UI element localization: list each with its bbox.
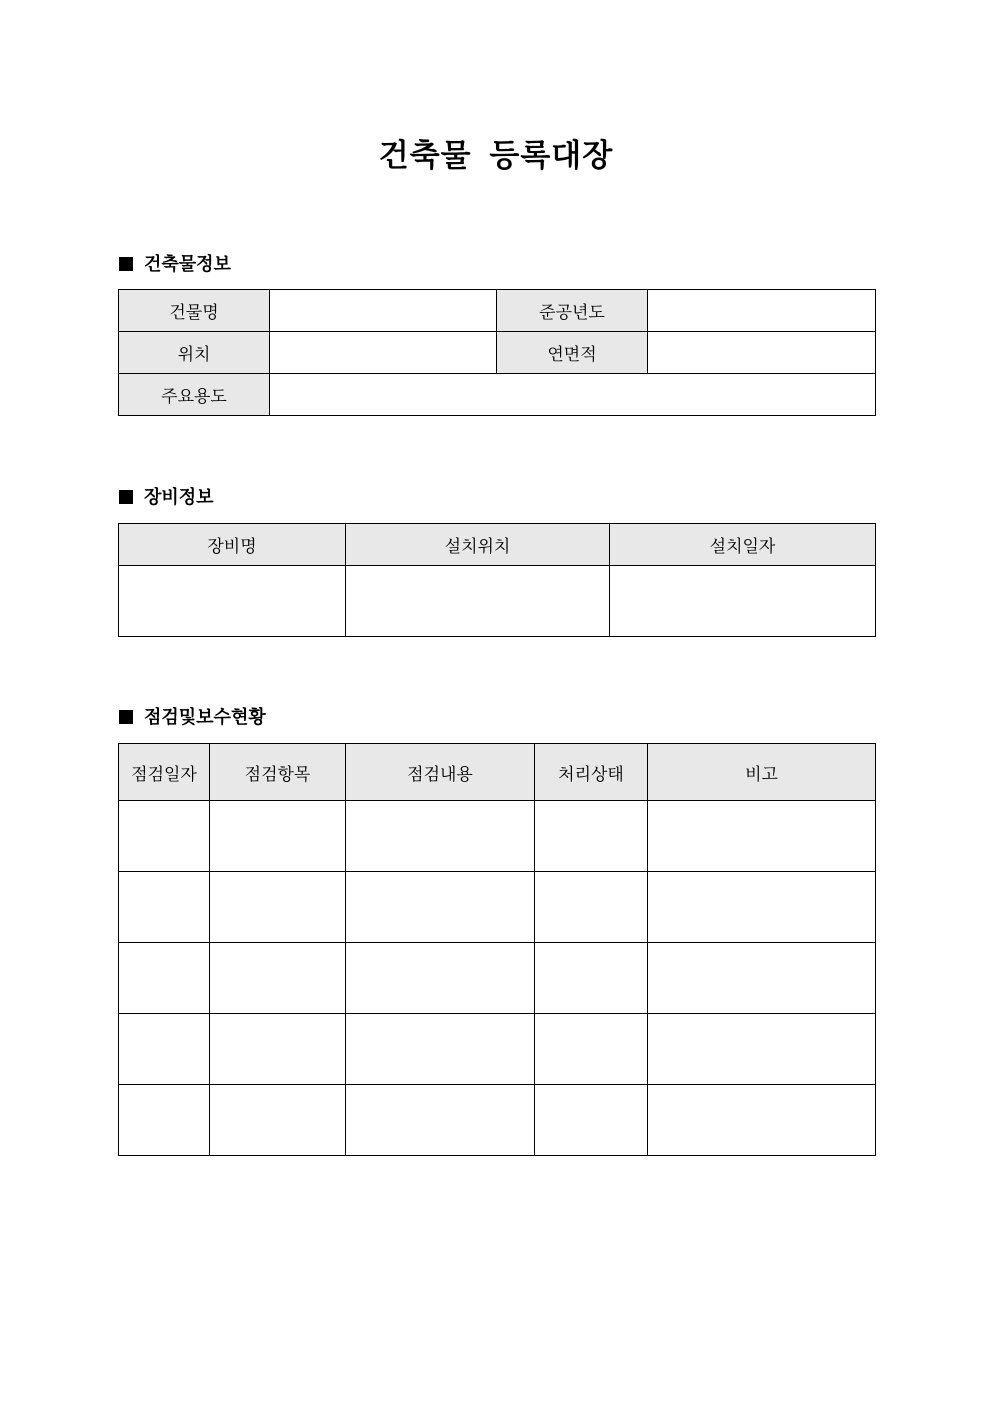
table-row <box>119 801 876 872</box>
square-bullet-icon <box>119 490 133 504</box>
column-header-install-location: 설치위치 <box>346 524 610 566</box>
inspection-item-cell[interactable] <box>210 801 346 872</box>
floor-area-field[interactable] <box>648 332 876 374</box>
inspection-details-cell[interactable] <box>346 1014 535 1085</box>
inspection-details-cell[interactable] <box>346 943 535 1014</box>
remarks-cell[interactable] <box>648 1085 876 1156</box>
equipment-info-table <box>118 523 876 637</box>
inspection-date-cell[interactable] <box>119 1014 210 1085</box>
remarks-cell[interactable] <box>648 1014 876 1085</box>
inspection-item-cell[interactable] <box>210 943 346 1014</box>
completion-year-field[interactable] <box>648 290 876 332</box>
column-header-install-date: 설치일자 <box>610 524 876 566</box>
table-row <box>119 374 876 416</box>
inspection-details-cell[interactable] <box>346 801 535 872</box>
equipment-name-cell[interactable] <box>119 566 346 637</box>
inspection-item-cell[interactable] <box>210 1014 346 1085</box>
document-title: 건축물 등록대장 <box>378 138 614 174</box>
table-row <box>119 332 876 374</box>
table-row <box>119 943 876 1014</box>
remarks-cell[interactable] <box>648 872 876 943</box>
column-header-process-status: 처리상태 <box>535 744 648 801</box>
building-info-heading <box>119 253 231 277</box>
inspection-heading <box>119 706 266 730</box>
install-location-cell[interactable] <box>346 566 610 637</box>
table-header-row <box>119 524 876 566</box>
process-status-cell[interactable] <box>535 1085 648 1156</box>
inspection-details-cell[interactable] <box>346 872 535 943</box>
install-date-cell[interactable] <box>610 566 876 637</box>
main-use-label: 주요용도 <box>119 374 270 416</box>
column-header-remarks: 비고 <box>648 744 876 801</box>
inspection-date-cell[interactable] <box>119 943 210 1014</box>
column-header-inspection-details: 점검내용 <box>346 744 535 801</box>
completion-year-label: 준공년도 <box>497 290 648 332</box>
column-header-inspection-item: 점검항목 <box>210 744 346 801</box>
location-label: 위치 <box>119 332 270 374</box>
inspection-date-cell[interactable] <box>119 1085 210 1156</box>
inspection-date-cell[interactable] <box>119 872 210 943</box>
remarks-cell[interactable] <box>648 801 876 872</box>
square-bullet-icon <box>119 710 133 724</box>
process-status-cell[interactable] <box>535 1014 648 1085</box>
table-header-row <box>119 744 876 801</box>
inspection-details-cell[interactable] <box>346 1085 535 1156</box>
equipment-info-heading-text: 장비정보 <box>144 487 214 508</box>
building-info-heading-text: 건축물정보 <box>144 254 231 275</box>
table-row <box>119 566 876 637</box>
equipment-info-heading <box>119 486 214 510</box>
building-info-table <box>118 289 876 416</box>
main-use-field[interactable] <box>270 374 876 416</box>
building-name-field[interactable] <box>270 290 497 332</box>
table-row <box>119 872 876 943</box>
inspection-date-cell[interactable] <box>119 801 210 872</box>
process-status-cell[interactable] <box>535 943 648 1014</box>
inspection-item-cell[interactable] <box>210 1085 346 1156</box>
inspection-item-cell[interactable] <box>210 872 346 943</box>
column-header-inspection-date: 점검일자 <box>119 744 210 801</box>
inspection-heading-text: 점검및보수현황 <box>144 707 266 728</box>
location-field[interactable] <box>270 332 497 374</box>
table-row <box>119 1014 876 1085</box>
square-bullet-icon <box>119 257 133 271</box>
floor-area-label: 연면적 <box>497 332 648 374</box>
table-row <box>119 1085 876 1156</box>
table-row <box>119 290 876 332</box>
inspection-table <box>118 743 876 1156</box>
column-header-equipment-name: 장비명 <box>119 524 346 566</box>
building-name-label: 건물명 <box>119 290 270 332</box>
process-status-cell[interactable] <box>535 801 648 872</box>
process-status-cell[interactable] <box>535 872 648 943</box>
remarks-cell[interactable] <box>648 943 876 1014</box>
